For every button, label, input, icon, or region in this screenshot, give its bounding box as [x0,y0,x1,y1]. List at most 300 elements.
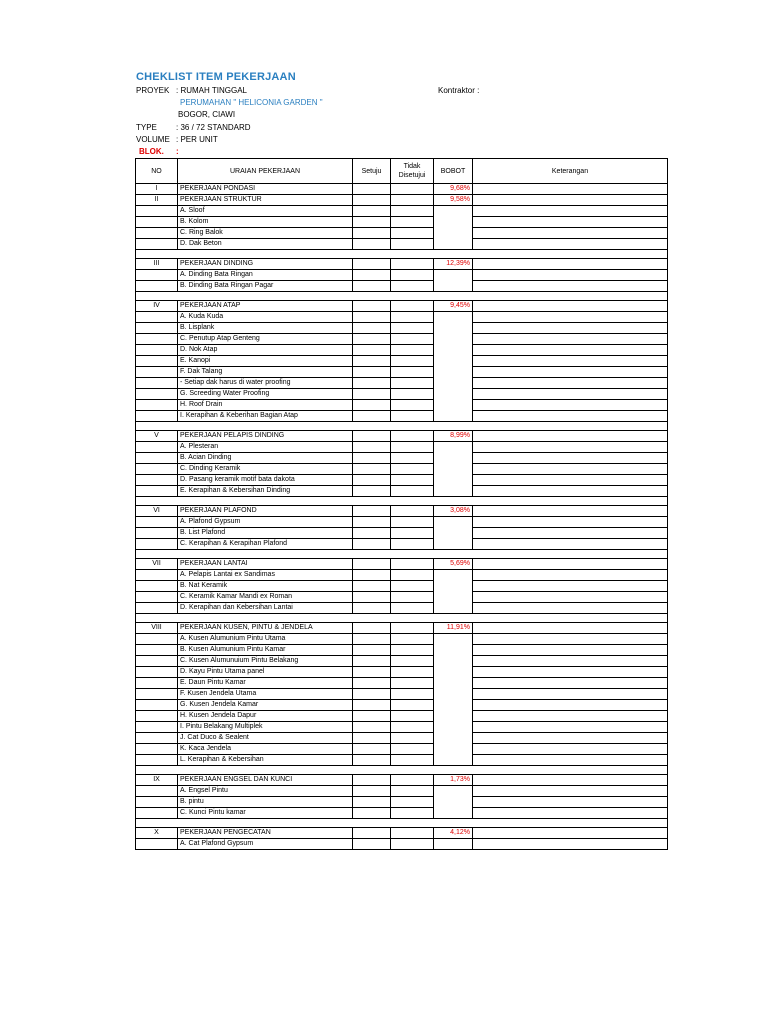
item-row [136,228,668,239]
setuju-cell[interactable] [353,744,391,755]
spacer-cell [178,614,353,623]
section-title: PEKERJAAN KUSEN, PINTU & JENDELA [178,623,353,634]
item-row [136,206,668,217]
keterangan-cell[interactable] [473,356,668,367]
setuju-cell[interactable] [353,689,391,700]
section-number: VII [136,559,178,570]
header-tidak: Tidak [403,163,421,170]
item-label: C. Kerapihan & Kerapihan Plafond [178,539,353,550]
keterangan-cell[interactable] [473,312,668,323]
item-row [136,786,668,797]
spacer-cell [391,497,434,506]
spacer-row [136,250,668,259]
section-title: PEKERJAAN LANTAI [178,559,353,570]
keterangan-cell[interactable] [473,486,668,497]
item-number-cell [136,239,178,250]
volume-label: VOLUME [136,135,170,144]
keterangan-cell[interactable] [473,828,668,839]
tidak-disetujui-cell[interactable] [391,475,434,486]
bobot-cell [434,667,473,678]
item-number-cell [136,678,178,689]
item-row [136,722,668,733]
keterangan-cell[interactable] [473,667,668,678]
keterangan-cell[interactable] [473,301,668,312]
keterangan-cell[interactable] [473,689,668,700]
keterangan-cell[interactable] [473,528,668,539]
item-row [136,281,668,292]
section-title: PEKERJAAN PENGECATAN [178,828,353,839]
item-label: E. Kanopi [178,356,353,367]
item-label: L. Kerapihan & Kebersihan [178,755,353,766]
keterangan-cell[interactable] [473,808,668,819]
tidak-disetujui-cell[interactable] [391,678,434,689]
tidak-disetujui-cell[interactable] [391,506,434,517]
setuju-cell[interactable] [353,378,391,389]
bobot-cell [434,517,473,528]
tidak-disetujui-cell[interactable] [391,312,434,323]
kontraktor-label: Kontraktor : [438,86,480,95]
setuju-cell[interactable] [353,411,391,422]
item-label: B. Lisplank [178,323,353,334]
item-row [136,581,668,592]
tidak-disetujui-cell[interactable] [391,623,434,634]
bobot-cell [434,592,473,603]
setuju-cell[interactable] [353,506,391,517]
tidak-disetujui-cell[interactable] [391,184,434,195]
bobot-value: 12,39% [434,259,473,270]
keterangan-cell[interactable] [473,195,668,206]
keterangan-cell[interactable] [473,345,668,356]
setuju-cell[interactable] [353,323,391,334]
setuju-cell[interactable] [353,645,391,656]
spacer-cell [136,766,178,775]
tidak-disetujui-cell[interactable] [391,570,434,581]
item-label: A. Plesteran [178,442,353,453]
tidak-disetujui-cell[interactable] [391,367,434,378]
item-row [136,700,668,711]
setuju-cell[interactable] [353,312,391,323]
spacer-cell [178,422,353,431]
item-label: B. List Plafond [178,528,353,539]
tidak-disetujui-cell[interactable] [391,228,434,239]
item-row [136,656,668,667]
tidak-disetujui-cell[interactable] [391,667,434,678]
tidak-disetujui-cell[interactable] [391,400,434,411]
setuju-cell[interactable] [353,755,391,766]
setuju-cell[interactable] [353,808,391,819]
tidak-disetujui-cell[interactable] [391,645,434,656]
spacer-cell [391,819,434,828]
setuju-cell[interactable] [353,301,391,312]
setuju-cell[interactable] [353,581,391,592]
setuju-cell[interactable] [353,217,391,228]
tidak-disetujui-cell[interactable] [391,411,434,422]
bobot-value: 4,12% [434,828,473,839]
setuju-cell[interactable] [353,270,391,281]
header-tidak-disetujui [391,159,434,184]
bobot-cell [434,389,473,400]
tidak-disetujui-cell[interactable] [391,431,434,442]
section-title: PEKERJAAN ENGSEL DAN KUNCI [178,775,353,786]
keterangan-cell[interactable] [473,259,668,270]
spacer-cell [434,550,473,559]
spacer-cell [178,819,353,828]
section-number: VI [136,506,178,517]
item-label: A. Sloof [178,206,353,217]
item-label: C. Ring Balok [178,228,353,239]
setuju-cell[interactable] [353,345,391,356]
tidak-disetujui-cell[interactable] [391,334,434,345]
spacer-cell [473,614,668,623]
item-number-cell [136,206,178,217]
bobot-cell [434,334,473,345]
tidak-disetujui-cell[interactable] [391,603,434,614]
bobot-cell [434,539,473,550]
setuju-cell[interactable] [353,623,391,634]
bobot-cell [434,475,473,486]
tidak-disetujui-cell[interactable] [391,239,434,250]
item-number-cell [136,733,178,744]
proyek-line-3: BOGOR, CIAWI [178,110,236,119]
item-row [136,389,668,400]
setuju-cell[interactable] [353,517,391,528]
keterangan-cell[interactable] [473,506,668,517]
keterangan-cell[interactable] [473,281,668,292]
keterangan-cell[interactable] [473,431,668,442]
setuju-cell[interactable] [353,528,391,539]
tidak-disetujui-cell[interactable] [391,486,434,497]
item-number-cell [136,442,178,453]
keterangan-cell[interactable] [473,239,668,250]
bobot-cell [434,453,473,464]
keterangan-cell[interactable] [473,797,668,808]
tidak-disetujui-cell[interactable] [391,301,434,312]
keterangan-cell[interactable] [473,228,668,239]
item-number-cell [136,270,178,281]
setuju-cell[interactable] [353,281,391,292]
item-label: B. pintu [178,797,353,808]
item-number-cell [136,228,178,239]
bobot-value: 1,73% [434,775,473,786]
item-row [136,839,668,850]
tidak-disetujui-cell[interactable] [391,689,434,700]
spacer-cell [391,250,434,259]
setuju-cell[interactable] [353,486,391,497]
setuju-cell[interactable] [353,667,391,678]
header-disetujui: Disetujui [398,172,426,179]
keterangan-cell[interactable] [473,217,668,228]
bobot-cell [434,217,473,228]
bobot-value: 5,69% [434,559,473,570]
spacer-row [136,614,668,623]
spacer-cell [473,497,668,506]
keterangan-cell[interactable] [473,475,668,486]
setuju-cell[interactable] [353,431,391,442]
tidak-disetujui-cell[interactable] [391,270,434,281]
spacer-cell [353,614,391,623]
setuju-cell[interactable] [353,184,391,195]
item-number-cell [136,667,178,678]
item-number-cell [136,475,178,486]
item-label: G. Screeding Water Proofing [178,389,353,400]
item-label: E. Daun Pintu Kamar [178,678,353,689]
item-row [136,453,668,464]
item-number-cell [136,797,178,808]
tidak-disetujui-cell[interactable] [391,775,434,786]
keterangan-cell[interactable] [473,733,668,744]
tidak-disetujui-cell[interactable] [391,744,434,755]
section-row [136,775,668,786]
section-number: VIII [136,623,178,634]
tidak-disetujui-cell[interactable] [391,656,434,667]
bobot-cell [434,711,473,722]
keterangan-cell[interactable] [473,206,668,217]
setuju-cell[interactable] [353,389,391,400]
section-row [136,195,668,206]
tidak-disetujui-cell[interactable] [391,700,434,711]
setuju-cell[interactable] [353,228,391,239]
setuju-cell[interactable] [353,239,391,250]
keterangan-cell[interactable] [473,334,668,345]
item-row [136,345,668,356]
item-label: C. Penutup Atap Genteng [178,334,353,345]
spacer-cell [473,550,668,559]
keterangan-cell[interactable] [473,678,668,689]
item-label: B. Nat Keramik [178,581,353,592]
setuju-cell[interactable] [353,442,391,453]
keterangan-cell[interactable] [473,645,668,656]
setuju-cell[interactable] [353,678,391,689]
keterangan-cell[interactable] [473,378,668,389]
setuju-cell[interactable] [353,464,391,475]
section-number: II [136,195,178,206]
keterangan-cell[interactable] [473,389,668,400]
setuju-cell[interactable] [353,634,391,645]
keterangan-cell[interactable] [473,559,668,570]
spacer-cell [434,250,473,259]
setuju-cell[interactable] [353,400,391,411]
item-number-cell [136,281,178,292]
tidak-disetujui-cell[interactable] [391,453,434,464]
keterangan-cell[interactable] [473,581,668,592]
tidak-disetujui-cell[interactable] [391,711,434,722]
proyek-row [136,85,247,97]
item-number-cell [136,323,178,334]
setuju-cell[interactable] [353,570,391,581]
keterangan-cell[interactable] [473,270,668,281]
keterangan-cell[interactable] [473,184,668,195]
tidak-disetujui-cell[interactable] [391,581,434,592]
setuju-cell[interactable] [353,797,391,808]
keterangan-cell[interactable] [473,592,668,603]
spacer-cell [136,497,178,506]
checklist-table [135,158,668,850]
setuju-cell[interactable] [353,475,391,486]
tidak-disetujui-cell[interactable] [391,389,434,400]
tidak-disetujui-cell[interactable] [391,217,434,228]
keterangan-cell[interactable] [473,786,668,797]
item-label: G. Kusen Jendela Kamar [178,700,353,711]
keterangan-cell[interactable] [473,634,668,645]
tidak-disetujui-cell[interactable] [391,378,434,389]
tidak-disetujui-cell[interactable] [391,733,434,744]
item-row [136,634,668,645]
item-label: D. Pasang keramik motif bata dakota [178,475,353,486]
keterangan-cell[interactable] [473,656,668,667]
item-label: F. Kusen Jendela Utama [178,689,353,700]
keterangan-cell[interactable] [473,722,668,733]
tidak-disetujui-cell[interactable] [391,323,434,334]
tidak-disetujui-cell[interactable] [391,839,434,850]
item-row [136,464,668,475]
setuju-cell[interactable] [353,700,391,711]
tidak-disetujui-cell[interactable] [391,755,434,766]
item-number-cell [136,786,178,797]
item-row [136,217,668,228]
bobot-cell [434,581,473,592]
item-label: F. Dak Talang [178,367,353,378]
setuju-cell[interactable] [353,592,391,603]
spacer-cell [473,766,668,775]
setuju-cell[interactable] [353,334,391,345]
bobot-cell [434,634,473,645]
keterangan-cell[interactable] [473,517,668,528]
spacer-cell [434,614,473,623]
bobot-cell [434,689,473,700]
setuju-cell[interactable] [353,356,391,367]
tidak-disetujui-cell[interactable] [391,195,434,206]
tidak-disetujui-cell[interactable] [391,356,434,367]
spacer-cell [136,614,178,623]
item-row [136,592,668,603]
keterangan-cell[interactable] [473,442,668,453]
tidak-disetujui-cell[interactable] [391,528,434,539]
setuju-cell[interactable] [353,786,391,797]
item-row [136,239,668,250]
setuju-cell[interactable] [353,775,391,786]
setuju-cell[interactable] [353,195,391,206]
section-title: PEKERJAAN PLAFOND [178,506,353,517]
setuju-cell[interactable] [353,603,391,614]
setuju-cell[interactable] [353,367,391,378]
setuju-cell[interactable] [353,733,391,744]
setuju-cell[interactable] [353,453,391,464]
spacer-cell [353,819,391,828]
item-label: D. Nok Atap [178,345,353,356]
tidak-disetujui-cell[interactable] [391,539,434,550]
keterangan-cell[interactable] [473,464,668,475]
tidak-disetujui-cell[interactable] [391,464,434,475]
header-uraian: URAIAN PEKERJAAN [178,159,353,184]
item-row [136,689,668,700]
setuju-cell[interactable] [353,259,391,270]
bobot-cell [434,678,473,689]
bobot-value: 9,45% [434,301,473,312]
keterangan-cell[interactable] [473,623,668,634]
tidak-disetujui-cell[interactable] [391,634,434,645]
bobot-cell [434,345,473,356]
item-number-cell [136,689,178,700]
keterangan-cell[interactable] [473,775,668,786]
bobot-cell [434,378,473,389]
setuju-cell[interactable] [353,559,391,570]
item-label: B. Kusen Alumunium Pintu Kamar [178,645,353,656]
bobot-value: 9,58% [434,195,473,206]
setuju-cell[interactable] [353,539,391,550]
bobot-cell [434,722,473,733]
keterangan-cell[interactable] [473,711,668,722]
spacer-cell [391,614,434,623]
keterangan-cell[interactable] [473,755,668,766]
setuju-cell[interactable] [353,828,391,839]
bobot-cell [434,645,473,656]
section-number: IX [136,775,178,786]
tidak-disetujui-cell[interactable] [391,281,434,292]
tidak-disetujui-cell[interactable] [391,345,434,356]
tidak-disetujui-cell[interactable] [391,559,434,570]
item-row [136,400,668,411]
setuju-cell[interactable] [353,722,391,733]
type-label: TYPE [136,123,157,132]
item-number-cell [136,334,178,345]
keterangan-cell[interactable] [473,400,668,411]
keterangan-cell[interactable] [473,367,668,378]
item-number-cell [136,539,178,550]
bobot-value: 8,99% [434,431,473,442]
bobot-cell [434,206,473,217]
tidak-disetujui-cell[interactable] [391,592,434,603]
bobot-cell [434,239,473,250]
keterangan-cell[interactable] [473,323,668,334]
setuju-cell[interactable] [353,839,391,850]
keterangan-cell[interactable] [473,839,668,850]
tidak-disetujui-cell[interactable] [391,797,434,808]
keterangan-cell[interactable] [473,453,668,464]
keterangan-cell[interactable] [473,411,668,422]
bobot-cell [434,270,473,281]
bobot-cell [434,228,473,239]
tidak-disetujui-cell[interactable] [391,442,434,453]
tidak-disetujui-cell[interactable] [391,786,434,797]
tidak-disetujui-cell[interactable] [391,722,434,733]
tidak-disetujui-cell[interactable] [391,828,434,839]
tidak-disetujui-cell[interactable] [391,259,434,270]
header-no: NO [136,159,178,184]
item-number-cell [136,378,178,389]
keterangan-cell[interactable] [473,539,668,550]
item-label: C. Keramik Kamar Mandi ex Roman [178,592,353,603]
bobot-cell [434,808,473,819]
tidak-disetujui-cell[interactable] [391,517,434,528]
spacer-cell [434,292,473,301]
keterangan-cell[interactable] [473,570,668,581]
section-title: PEKERJAAN ATAP [178,301,353,312]
keterangan-cell[interactable] [473,700,668,711]
keterangan-cell[interactable] [473,603,668,614]
spacer-cell [473,292,668,301]
keterangan-cell[interactable] [473,744,668,755]
section-row [136,259,668,270]
item-number-cell [136,356,178,367]
bobot-cell [434,367,473,378]
setuju-cell[interactable] [353,711,391,722]
bobot-cell [434,356,473,367]
setuju-cell[interactable] [353,206,391,217]
setuju-cell[interactable] [353,656,391,667]
tidak-disetujui-cell[interactable] [391,808,434,819]
tidak-disetujui-cell[interactable] [391,206,434,217]
section-title: PEKERJAAN PELAPIS DINDING [178,431,353,442]
